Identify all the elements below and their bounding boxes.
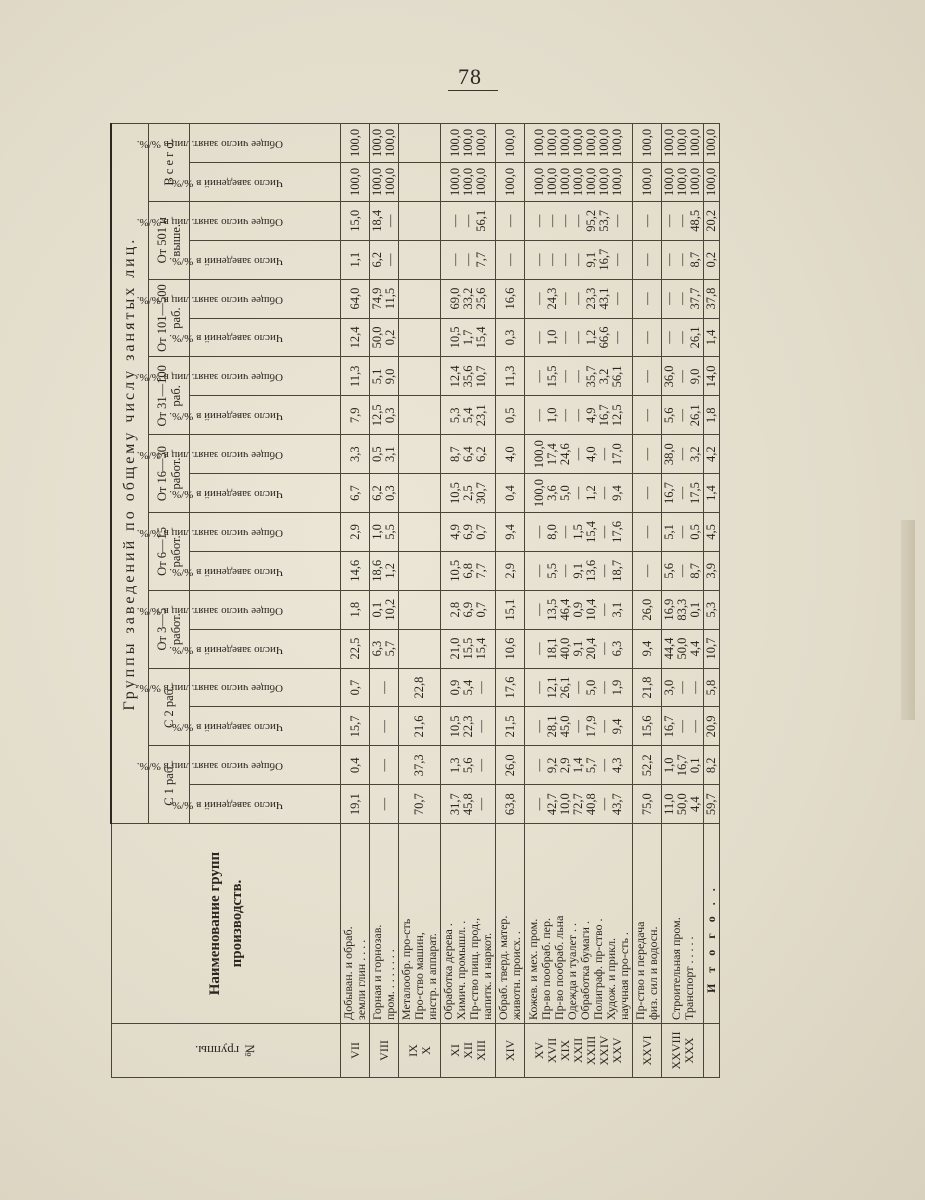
employed-pct-cell: 4,5 bbox=[704, 512, 720, 551]
establishments-pct-cell: 20,9 bbox=[704, 707, 720, 746]
establishments-pct-cell: 2,9 bbox=[496, 551, 525, 590]
employed-pct-cell: 15,0 bbox=[341, 201, 370, 240]
group-header: С 1 раб. bbox=[149, 746, 190, 824]
group-number: XXVI bbox=[633, 1023, 662, 1077]
employed-pct-cell: 100,0 100,0 100,0 bbox=[441, 124, 496, 163]
employed-pct-cell: 17,6 bbox=[496, 668, 525, 707]
subheader-employed-pct: Общее число занят. лиц в %/%. bbox=[190, 201, 341, 240]
establishments-pct-cell bbox=[399, 474, 441, 513]
establishments-pct-cell: 19,1 bbox=[341, 785, 370, 824]
subheader-establishments-pct: Число заведений в %/%. bbox=[190, 240, 341, 279]
establishments-pct-cell: 12,4 bbox=[341, 318, 370, 357]
establishments-pct-cell bbox=[399, 629, 441, 668]
table-row bbox=[525, 124, 633, 1078]
employed-pct-cell: 3,0 — — bbox=[662, 668, 704, 707]
establishments-pct-cell: 5,3 5,4 23,1 bbox=[441, 396, 496, 435]
establishments-pct-cell: 0,5 bbox=[496, 396, 525, 435]
employed-pct-cell bbox=[399, 279, 441, 318]
employed-pct-cell: 4,0 bbox=[496, 435, 525, 474]
group-header: От 101—500 раб. bbox=[149, 279, 190, 357]
employed-pct-cell: 4,9 6,9 0,7 bbox=[441, 512, 496, 551]
establishments-pct-cell: — — — — 9,1 16,7 — bbox=[525, 240, 633, 279]
employed-pct-cell: 38,0 — 3,2 bbox=[662, 435, 704, 474]
employed-pct-cell: 15,1 bbox=[496, 590, 525, 629]
employed-pct-cell: 1,0 5,5 bbox=[370, 512, 399, 551]
group-header: В с е г о. bbox=[149, 124, 190, 202]
employed-pct-cell: 1,3 5,6 — bbox=[441, 746, 496, 785]
group-header: От 16—30 работ. bbox=[149, 435, 190, 513]
establishments-pct-cell bbox=[399, 318, 441, 357]
production-name: Обработка дерева . Химич. промышл. . Пр-ство пищ. прод., напитк. и наркот. bbox=[441, 824, 496, 1024]
employed-pct-cell: 0,7 bbox=[341, 668, 370, 707]
table-row bbox=[662, 124, 704, 1078]
subheader-employed-pct: Общее число занят. лиц в %/%. bbox=[190, 357, 341, 396]
establishments-pct-cell: 7,9 bbox=[341, 396, 370, 435]
establishments-pct-cell: 5,6 — 8,7 bbox=[662, 551, 704, 590]
establishments-pct-cell: 15,7 bbox=[341, 707, 370, 746]
establishments-pct-cell: — bbox=[633, 396, 662, 435]
employed-pct-cell: 100,0 100,0 100,0 100,0 100,0 100,0 100,0 bbox=[525, 124, 633, 163]
production-name: Строительная пром. Транспорт . . . . . bbox=[662, 824, 704, 1024]
establishments-pct-cell: 1,4 bbox=[704, 474, 720, 513]
group-header: От 31—100 раб. bbox=[149, 357, 190, 435]
employed-pct-cell: — 24,3 — — 23,3 43,1 — bbox=[525, 279, 633, 318]
establishments-pct-cell bbox=[399, 551, 441, 590]
establishments-pct-cell: 15,6 bbox=[633, 707, 662, 746]
group-number-header: № группы. bbox=[111, 1023, 341, 1077]
employed-pct-cell: 0,4 bbox=[341, 746, 370, 785]
establishments-pct-cell: 100,0 bbox=[496, 162, 525, 201]
group-number: XIV bbox=[496, 1023, 525, 1077]
employed-pct-cell: 16,6 bbox=[496, 279, 525, 318]
employed-pct-cell: — bbox=[633, 279, 662, 318]
employed-pct-cell: 69,0 33,2 25,6 bbox=[441, 279, 496, 318]
total-label: И т о г о . . bbox=[704, 824, 720, 1024]
production-name: Кожев. и мех. пром. Пр-во пообраб. пер. Пр-во пообраб. льна Одежда и туалет . . Обработка бумаги . Полиграф. пр-ство . Худож. и прикл. научная про-сть . bbox=[525, 824, 633, 1024]
employed-pct-cell: 100,0 bbox=[341, 124, 370, 163]
employed-pct-cell: 100,0 100,0 100,0 bbox=[662, 124, 704, 163]
subheader-establishments-pct: Число заведений в %/%. bbox=[190, 707, 341, 746]
establishments-pct-cell: — 5,5 — 9,1 13,6 — 18,7 bbox=[525, 551, 633, 590]
employed-pct-cell: 0,1 10,2 bbox=[370, 590, 399, 629]
establishments-pct-cell: 63,8 bbox=[496, 785, 525, 824]
employed-pct-cell: 4,2 bbox=[704, 435, 720, 474]
establishments-pct-cell: 100,0 bbox=[704, 162, 720, 201]
statistics-table bbox=[110, 123, 720, 1078]
employed-pct-cell: 5,3 bbox=[704, 590, 720, 629]
employed-pct-cell: 1,0 16,7 0,1 bbox=[662, 746, 704, 785]
employed-pct-cell: 11,3 bbox=[341, 357, 370, 396]
establishments-pct-cell: 100,0 100,0 bbox=[370, 162, 399, 201]
table-row bbox=[399, 124, 441, 1078]
establishments-pct-cell: 16,7 — 17,5 bbox=[662, 474, 704, 513]
subheader-establishments-pct: Число заведений в %/%. bbox=[190, 162, 341, 201]
establishments-pct-cell: 0,2 bbox=[704, 240, 720, 279]
establishments-pct-cell: 14,6 bbox=[341, 551, 370, 590]
employed-pct-cell: — 13,5 46,4 0,9 10,4 — 3,1 bbox=[525, 590, 633, 629]
employed-pct-cell: 0,9 5,4 — bbox=[441, 668, 496, 707]
employed-pct-cell: — bbox=[633, 201, 662, 240]
establishments-pct-cell: 3,9 bbox=[704, 551, 720, 590]
establishments-pct-cell: 1,1 bbox=[341, 240, 370, 279]
establishments-pct-cell: 11,0 50,0 4,4 bbox=[662, 785, 704, 824]
employed-pct-cell: — bbox=[370, 668, 399, 707]
subheader-employed-pct: Общее число занят. лиц в %/%. bbox=[190, 435, 341, 474]
establishments-pct-cell bbox=[399, 396, 441, 435]
establishments-pct-cell: — bbox=[370, 707, 399, 746]
establishments-pct-cell bbox=[399, 162, 441, 201]
employed-pct-cell: — — 48,5 bbox=[662, 201, 704, 240]
employed-pct-cell: 36,0 — 9,0 bbox=[662, 357, 704, 396]
employed-pct-cell: 9,4 bbox=[496, 512, 525, 551]
establishments-pct-cell: 0,3 bbox=[496, 318, 525, 357]
establishments-pct-cell: 6,7 bbox=[341, 474, 370, 513]
subheader-employed-pct: Общее число занят. лиц в %/%. bbox=[190, 746, 341, 785]
establishments-pct-cell: 70,7 bbox=[399, 785, 441, 824]
employed-pct-cell: — bbox=[633, 512, 662, 551]
establishments-pct-cell: — bbox=[633, 474, 662, 513]
page-number-rule bbox=[448, 90, 498, 91]
establishments-pct-cell: 10,5 6,8 7,7 bbox=[441, 551, 496, 590]
employed-pct-cell bbox=[399, 512, 441, 551]
employed-pct-cell: — bbox=[633, 435, 662, 474]
table-row bbox=[441, 124, 496, 1078]
establishments-pct-cell: 21,0 15,5 15,4 bbox=[441, 629, 496, 668]
employed-pct-cell: 100,0 17,4 24,6 — 4,0 — 17,0 bbox=[525, 435, 633, 474]
employed-pct-cell: 2,8 6,9 0,7 bbox=[441, 590, 496, 629]
employed-pct-cell: 1,8 bbox=[341, 590, 370, 629]
group-header: От 3—5 работ. bbox=[149, 590, 190, 668]
production-name: Добыван. и обраб. земли глин . . . . bbox=[341, 824, 370, 1024]
employed-pct-cell bbox=[399, 124, 441, 163]
subheader-establishments-pct: Число заведений в %/%. bbox=[190, 629, 341, 668]
employed-pct-cell: — — 37,7 bbox=[662, 279, 704, 318]
establishments-pct-cell: 6,2 0,3 bbox=[370, 474, 399, 513]
group-number bbox=[704, 1023, 720, 1077]
table-caption: Группы заведений по общему числу занятых лиц. bbox=[111, 124, 149, 824]
employed-pct-cell: 37,8 bbox=[704, 279, 720, 318]
employed-pct-cell bbox=[399, 201, 441, 240]
employed-pct-cell: 8,7 6,4 6,2 bbox=[441, 435, 496, 474]
table-row bbox=[633, 124, 662, 1078]
subheader-establishments-pct: Число заведений в %/%. bbox=[190, 396, 341, 435]
employed-pct-cell: 26,0 bbox=[633, 590, 662, 629]
establishments-pct-cell: 10,5 1,7 15,4 bbox=[441, 318, 496, 357]
establishments-pct-cell: 10,5 2,5 30,7 bbox=[441, 474, 496, 513]
group-header: С 2 раб. bbox=[149, 668, 190, 746]
establishments-pct-cell: 44,4 50,0 4,4 bbox=[662, 629, 704, 668]
employed-pct-cell: — 8,0 — 1,5 15,4 — 17,6 bbox=[525, 512, 633, 551]
establishments-pct-cell: — 1,0 — — 1,2 66,6 — bbox=[525, 318, 633, 357]
group-number: VII bbox=[341, 1023, 370, 1077]
group-number: VIII bbox=[370, 1023, 399, 1077]
establishments-pct-cell: 100,0 3,6 5,0 — 1,2 — 9,4 bbox=[525, 474, 633, 513]
establishments-pct-cell: 75,0 bbox=[633, 785, 662, 824]
employed-pct-cell: 100,0 100,0 bbox=[370, 124, 399, 163]
employed-pct-cell: 74,9 11,5 bbox=[370, 279, 399, 318]
employed-pct-cell bbox=[399, 435, 441, 474]
table-row bbox=[341, 124, 370, 1078]
employed-pct-cell: 5,1 — 0,5 bbox=[662, 512, 704, 551]
establishments-pct-cell: — — 26,1 bbox=[662, 318, 704, 357]
subheader-establishments-pct: Число заведений в %/%. bbox=[190, 318, 341, 357]
establishments-pct-cell: — bbox=[633, 551, 662, 590]
employed-pct-cell: 100,0 bbox=[704, 124, 720, 163]
establishments-pct-cell: — bbox=[496, 240, 525, 279]
employed-pct-cell: 11,3 bbox=[496, 357, 525, 396]
employed-pct-cell: — 15,5 — — 35,7 3,2 56,1 bbox=[525, 357, 633, 396]
production-name-header: Наименование групп производств. bbox=[111, 824, 341, 1024]
establishments-pct-cell: 9,4 bbox=[633, 629, 662, 668]
employed-pct-cell: 5,1 9,0 bbox=[370, 357, 399, 396]
establishments-pct-cell: 18,6 1,2 bbox=[370, 551, 399, 590]
establishments-pct-cell: — bbox=[370, 785, 399, 824]
establishments-pct-cell: 22,5 bbox=[341, 629, 370, 668]
group-header: От 501 и выше. bbox=[149, 201, 190, 279]
establishments-pct-cell: 1,4 bbox=[704, 318, 720, 357]
employed-pct-cell: 0,5 3,1 bbox=[370, 435, 399, 474]
group-number: XI XII XIII bbox=[441, 1023, 496, 1077]
establishments-pct-cell: — 1,0 — — 4,9 16,7 12,5 bbox=[525, 396, 633, 435]
establishments-pct-cell: 1,8 bbox=[704, 396, 720, 435]
establishments-pct-cell: 10,5 22,3 — bbox=[441, 707, 496, 746]
establishments-pct-cell: — 42,7 10,0 72,7 40,8 — 43,7 bbox=[525, 785, 633, 824]
employed-pct-cell: 26,0 bbox=[496, 746, 525, 785]
establishments-pct-cell: 100,0 bbox=[633, 162, 662, 201]
employed-pct-cell: 52,2 bbox=[633, 746, 662, 785]
page-number: 78 bbox=[458, 64, 482, 89]
establishments-pct-cell: 0,4 bbox=[496, 474, 525, 513]
subheader-employed-pct: Общее число занят. лиц в %/%. bbox=[190, 124, 341, 163]
establishments-pct-cell: 31,7 45,8 — bbox=[441, 785, 496, 824]
employed-pct-cell: — bbox=[370, 746, 399, 785]
production-name: Горная и горнозав. пром. . . . . . . . bbox=[370, 824, 399, 1024]
subheader-establishments-pct: Число заведений в %/%. bbox=[190, 474, 341, 513]
employed-pct-cell: — 12,1 26,1 — 5,0 — 1,9 bbox=[525, 668, 633, 707]
employed-pct-cell: — — 56,1 bbox=[441, 201, 496, 240]
establishments-pct-cell: 10,7 bbox=[704, 629, 720, 668]
establishments-pct-cell: 100,0 100,0 100,0 100,0 100,0 100,0 100,0 bbox=[525, 162, 633, 201]
employed-pct-cell: 3,3 bbox=[341, 435, 370, 474]
establishments-pct-cell: 16,7 — — bbox=[662, 707, 704, 746]
employed-pct-cell: 20,2 bbox=[704, 201, 720, 240]
table-row bbox=[370, 124, 399, 1078]
employed-pct-cell: 16,9 83,3 0,1 bbox=[662, 590, 704, 629]
employed-pct-cell bbox=[399, 357, 441, 396]
employed-pct-cell: — bbox=[633, 357, 662, 396]
establishments-pct-cell: — 28,1 45,0 — 17,9 — 9,4 bbox=[525, 707, 633, 746]
establishments-pct-cell bbox=[399, 240, 441, 279]
employed-pct-cell: 18,4 — bbox=[370, 201, 399, 240]
establishments-pct-cell: 5,6 — 26,1 bbox=[662, 396, 704, 435]
establishments-pct-cell: 100,0 bbox=[341, 162, 370, 201]
table-row bbox=[704, 124, 720, 1078]
establishments-pct-cell: 21,6 bbox=[399, 707, 441, 746]
establishments-pct-cell: 6,3 5,7 bbox=[370, 629, 399, 668]
production-name: Обраб. тверд. матер. животн. происх. . bbox=[496, 824, 525, 1024]
establishments-pct-cell: 100,0 100,0 100,0 bbox=[662, 162, 704, 201]
employed-pct-cell: 64,0 bbox=[341, 279, 370, 318]
establishments-pct-cell: 12,5 0,3 bbox=[370, 396, 399, 435]
establishments-pct-cell: — — 7,7 bbox=[441, 240, 496, 279]
employed-pct-cell: 8,2 bbox=[704, 746, 720, 785]
subheader-establishments-pct: Число заведений в %/%. bbox=[190, 785, 341, 824]
employed-pct-cell bbox=[399, 590, 441, 629]
subheader-employed-pct: Общее число занят. лиц в %/%. bbox=[190, 668, 341, 707]
production-name: Пр-ство и передача физ. сил и водосн. bbox=[633, 824, 662, 1024]
employed-pct-cell: 5,8 bbox=[704, 668, 720, 707]
employed-pct-cell: — — — — 95,2 53,7 — bbox=[525, 201, 633, 240]
establishments-pct-cell: 59,7 bbox=[704, 785, 720, 824]
subheader-employed-pct: Общее число занят. лиц в %/%. bbox=[190, 590, 341, 629]
employed-pct-cell: 12,4 35,6 10,7 bbox=[441, 357, 496, 396]
group-number: XXVIII XXX bbox=[662, 1023, 704, 1077]
subheader-employed-pct: Общее число занят. лиц в %/%. bbox=[190, 279, 341, 318]
employed-pct-cell: — 9,2 2,9 1,4 5,7 — 4,3 bbox=[525, 746, 633, 785]
employed-pct-cell: 2,9 bbox=[341, 512, 370, 551]
employed-pct-cell: 100,0 bbox=[633, 124, 662, 163]
establishments-pct-cell: 21,5 bbox=[496, 707, 525, 746]
group-header: От 6—15 работ. bbox=[149, 512, 190, 590]
employed-pct-cell: — bbox=[496, 201, 525, 240]
employed-pct-cell: 21,8 bbox=[633, 668, 662, 707]
establishments-pct-cell: 100,0 100,0 100,0 bbox=[441, 162, 496, 201]
employed-pct-cell: 14,0 bbox=[704, 357, 720, 396]
establishments-pct-cell: — bbox=[633, 318, 662, 357]
establishments-pct-cell: — bbox=[633, 240, 662, 279]
establishments-pct-cell: 6,2 — bbox=[370, 240, 399, 279]
establishments-pct-cell: 50,0 0,2 bbox=[370, 318, 399, 357]
group-number: IX X bbox=[399, 1023, 441, 1077]
table-row bbox=[496, 124, 525, 1078]
establishments-pct-cell: — — 8,7 bbox=[662, 240, 704, 279]
establishments-pct-cell: — 18,1 40,0 9,1 20,4 — 6,3 bbox=[525, 629, 633, 668]
employed-pct-cell: 100,0 bbox=[496, 124, 525, 163]
rotated-table-wrapper bbox=[110, 123, 910, 1078]
production-name: Металообр. про-сть Про-ство машин, инстр. и аппарат. bbox=[399, 824, 441, 1024]
subheader-establishments-pct: Число заведений в %/%. bbox=[190, 551, 341, 590]
group-number: XV XVII XIX XXII XXIII XXIV XXV bbox=[525, 1023, 633, 1077]
employed-pct-cell: 37,3 bbox=[399, 746, 441, 785]
subheader-employed-pct: Общее число занят. лиц в %/%. bbox=[190, 512, 341, 551]
employed-pct-cell: 22,8 bbox=[399, 668, 441, 707]
establishments-pct-cell: 10,6 bbox=[496, 629, 525, 668]
